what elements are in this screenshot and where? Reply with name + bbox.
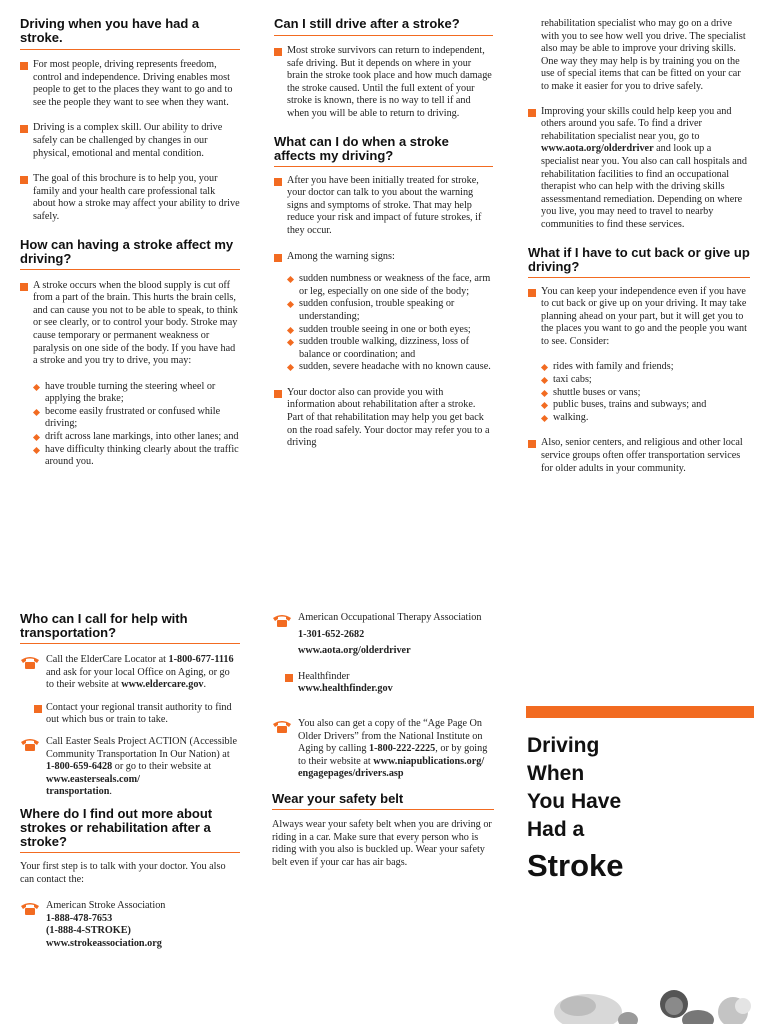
phone-icon <box>20 737 40 752</box>
column-2 <box>274 17 493 450</box>
heading-what-can-i-do: What can I do when a stroke affects my driving? <box>274 135 493 167</box>
cover-title-stroke: Stroke <box>527 848 624 883</box>
list-item: sudden confusion, trouble speaking or understanding; <box>287 298 493 323</box>
link-strokeassociation[interactable]: www.strokeassociation.org <box>46 937 162 949</box>
list-item: sudden numbness or weakness of the face, arm or leg, especially on one side of the body; <box>287 273 493 298</box>
column-1 <box>20 17 240 469</box>
link-nia[interactable]: www.niapublications.org/ <box>373 755 485 767</box>
bullet-square-icon <box>274 178 282 186</box>
link-healthfinder[interactable]: www.healthfinder.gov <box>298 683 393 695</box>
paragraph: Your doctor also can provide you with information about rehabilitation after a stroke. Part of that rehabilitation may help you get back on the road safely. Your doctor may refer you to a driving <box>274 387 493 450</box>
list-item: sudden trouble seeing in one or both eyes; <box>287 324 493 337</box>
paragraph: Always wear your safety belt when you are driving or riding in a car. Make sure that every person who is riding with you also is buckled up. Wear your safety belt even if your car has air bags. <box>272 818 492 868</box>
diamond-bullet-icon <box>287 339 294 346</box>
list-item: shuttle buses or vans; <box>541 387 750 400</box>
diamond-bullet-icon <box>287 276 294 283</box>
paragraph: rehabilitation specialist who may go on a drive with you to see how well you drive. The specialist also may be able to improve your driving skills. One way they may help is by training you on the use of special items that can be fitted on your car to make it easier for you to drive safely. <box>541 18 746 92</box>
diamond-bullet-icon <box>287 364 294 371</box>
diamond-bullet-icon <box>33 409 40 416</box>
bullet-square-icon <box>274 254 282 262</box>
list-item: sudden, severe headache with no known cause. <box>287 361 493 374</box>
diamond-bullet-icon <box>541 415 548 422</box>
list-item: have trouble turning the steering wheel or applying the brake; <box>33 381 240 406</box>
bottom-column-1 <box>20 612 240 951</box>
contact-stroke-association: American Stroke Association 1-888-478-7653 (1-888-4-STROKE) www.strokeassociation.org <box>20 900 240 950</box>
aota-phone[interactable]: 1-301-652-2682 <box>298 628 365 640</box>
diamond-bullet-icon <box>541 377 548 384</box>
contact-aota: American Occupational Therapy Association 1-301-652-2682 www.aota.org/olderdriver <box>272 612 494 658</box>
bullet-square-icon <box>274 390 282 398</box>
contact-easter-seals: Call Easter Seals Project ACTION (Accessible Community Transportation In Our Nation) at 1-800-659-6428 or go to their website at www.easterseals.com/ transportation. <box>20 736 240 799</box>
cover-title-line: When <box>527 762 585 785</box>
nia-phone[interactable]: 1-800-222-2225 <box>369 743 436 755</box>
cover-title-line: You Have <box>527 790 622 813</box>
heading-safety-belt: Wear your safety belt <box>272 792 494 810</box>
link-easter-seals-transportation[interactable]: transportation <box>46 786 110 798</box>
bullet-square-icon <box>34 705 42 713</box>
bullet-square-icon <box>528 440 536 448</box>
heading-help-transportation: Who can I call for help with transportation? <box>20 612 240 644</box>
list-item: rides with family and friends; <box>541 361 750 374</box>
list-item: drift across lane markings, into other lanes; and <box>33 431 240 444</box>
eldercare-phone[interactable]: 1-800-677-1116 <box>168 654 234 665</box>
diamond-bullet-icon <box>287 326 294 333</box>
diamond-bullet-icon <box>541 402 548 409</box>
heading-driving-after-stroke: Driving when you have had a stroke. <box>20 17 240 50</box>
paragraph: The goal of this brochure is to help you, your family and your health care professional talk about how a stroke may affect your ability to drive safely. <box>20 173 240 223</box>
heading-cut-back-driving: What if I have to cut back or give up driving? <box>528 246 750 278</box>
link-aota-olderdriver[interactable]: www.aota.org/olderdriver <box>541 143 654 155</box>
list-item: taxi cabs; <box>541 374 750 387</box>
list-item: walking. <box>541 412 750 425</box>
heading-stroke-affect-driving: How can having a stroke affect my driving? <box>20 238 240 270</box>
bullet-list <box>274 273 493 374</box>
paragraph: Most stroke survivors can return to independent, safe driving. But it depends on where in your brain the stroke took place and how much damage the stroke caused. Until the full extent of your stroke is known, there is no way to tell if and when you will be able to return to driving. <box>274 45 493 121</box>
list-item: sudden trouble walking, dizziness, loss of balance or coordination; and <box>287 336 493 361</box>
asa-phone-letters: (1-888-4-STROKE) <box>46 925 131 937</box>
paragraph: Among the warning signs: <box>274 251 493 264</box>
cover-title <box>527 732 755 886</box>
list-item: have difficulty thinking clearly about the traffic around you. <box>33 444 240 469</box>
cover-title-line: Driving <box>527 734 600 757</box>
contact-transit-authority: Contact your regional transit authority to find out which bus or train to take. <box>20 702 240 727</box>
link-aota[interactable]: www.aota.org/olderdriver <box>298 645 411 657</box>
contact-healthfinder: Healthfinder www.healthfinder.gov <box>272 671 494 696</box>
diamond-bullet-icon <box>33 447 40 454</box>
contact-eldercare: Call the ElderCare Locator at 1-800-677-1116 and ask for your local Office on Aging, or go to their website at www.eldercare.gov. <box>20 654 240 692</box>
bullet-square-icon <box>20 125 28 133</box>
paragraph: After you have been initially treated for stroke, your doctor can talk to you about the warning signs and symptoms of stroke. That may help reduce your risk and impact of future strokes, if they occur. <box>274 175 493 238</box>
paragraph: For most people, driving represents freedom, control and independence. Driving enables most people to get to the places they want to go and to see the people they want to see when they want. <box>20 59 240 109</box>
bullet-list <box>528 361 750 424</box>
list-item: public buses, trains and subways; and <box>541 399 750 412</box>
paragraph: Driving is a complex skill. Our ability to drive safely can be challenged by changes in our physical, emotional and mental condition. <box>20 122 240 160</box>
heading-can-i-still-drive: Can I still drive after a stroke? <box>274 17 493 36</box>
bottom-column-2 <box>272 612 494 869</box>
diamond-bullet-icon <box>33 434 40 441</box>
bullet-square-icon <box>285 674 293 682</box>
contact-nia: You also can get a copy of the “Age Page On Older Drivers” from the National Institute on Aging by calling 1-800-222-2225, or by going to their website at www.niapublications.org/ engagepages/drivers.asp <box>272 718 494 781</box>
cover-title-line: Had a <box>527 818 585 841</box>
asa-phone[interactable]: 1-888-478-7653 <box>46 912 113 924</box>
bullet-square-icon <box>20 62 28 70</box>
link-eldercare[interactable]: www.eldercare.gov <box>121 679 204 691</box>
column-3 <box>528 18 750 475</box>
bullet-square-icon <box>528 289 536 297</box>
bullet-square-icon <box>528 109 536 117</box>
easter-seals-phone[interactable]: 1-800-659-6428 <box>46 761 113 773</box>
heading-find-out-more: Where do I find out more about strokes or rehabilitation after a stroke? <box>20 807 240 853</box>
paragraph: You can keep your independence even if you have to cut back or give up on your driving. It may take planning ahead on your part, but it will get you to the places you want to go and the people you want to see. Consider: <box>528 286 750 349</box>
paragraph: A stroke occurs when the blood supply is cut off from a part of the brain. This hurts the brain cells, and can cause you not to be able to speak, to think or see clearly, or to control your body. Stroke may cause temporary or permanent weakness or paralysis on one side of the body. If you have had a stroke and you try to drive, you may: <box>20 280 240 368</box>
cover-orange-bar <box>526 706 754 718</box>
diamond-bullet-icon <box>287 301 294 308</box>
paragraph: Also, senior centers, and religious and other local service groups often offer transportation services for older adults in your community. <box>528 437 750 475</box>
phone-icon <box>272 719 292 734</box>
phone-icon <box>20 655 40 670</box>
cover-photo-image <box>528 976 754 1024</box>
list-item: become easily frustrated or confused while driving; <box>33 406 240 431</box>
diamond-bullet-icon <box>541 364 548 371</box>
bullet-square-icon <box>20 283 28 291</box>
diamond-bullet-icon <box>33 384 40 391</box>
diamond-bullet-icon <box>541 390 548 397</box>
bullet-list <box>20 381 240 469</box>
paragraph: Your first step is to talk with your doctor. You also can contact the: <box>20 860 226 885</box>
bullet-square-icon <box>274 48 282 56</box>
link-easter-seals[interactable]: www.easterseals.com/ <box>46 773 140 785</box>
link-nia-drivers[interactable]: engagepages/drivers.asp <box>298 768 404 780</box>
phone-icon <box>20 901 40 916</box>
phone-icon <box>272 613 292 628</box>
bullet-square-icon <box>20 176 28 184</box>
paragraph: Improving your skills could help keep you and others around you safe. To find a driver rehabilitation specialist near you, go to www.aota.org/olderdriver and look up a specialist near you. You also can call hospitals and rehabilitation facilities to find an occupational therapist who can help with the driving skills assessmentand remediation. Depending on where you live, you may need to travel to nearby communities to find these services. <box>528 106 750 232</box>
